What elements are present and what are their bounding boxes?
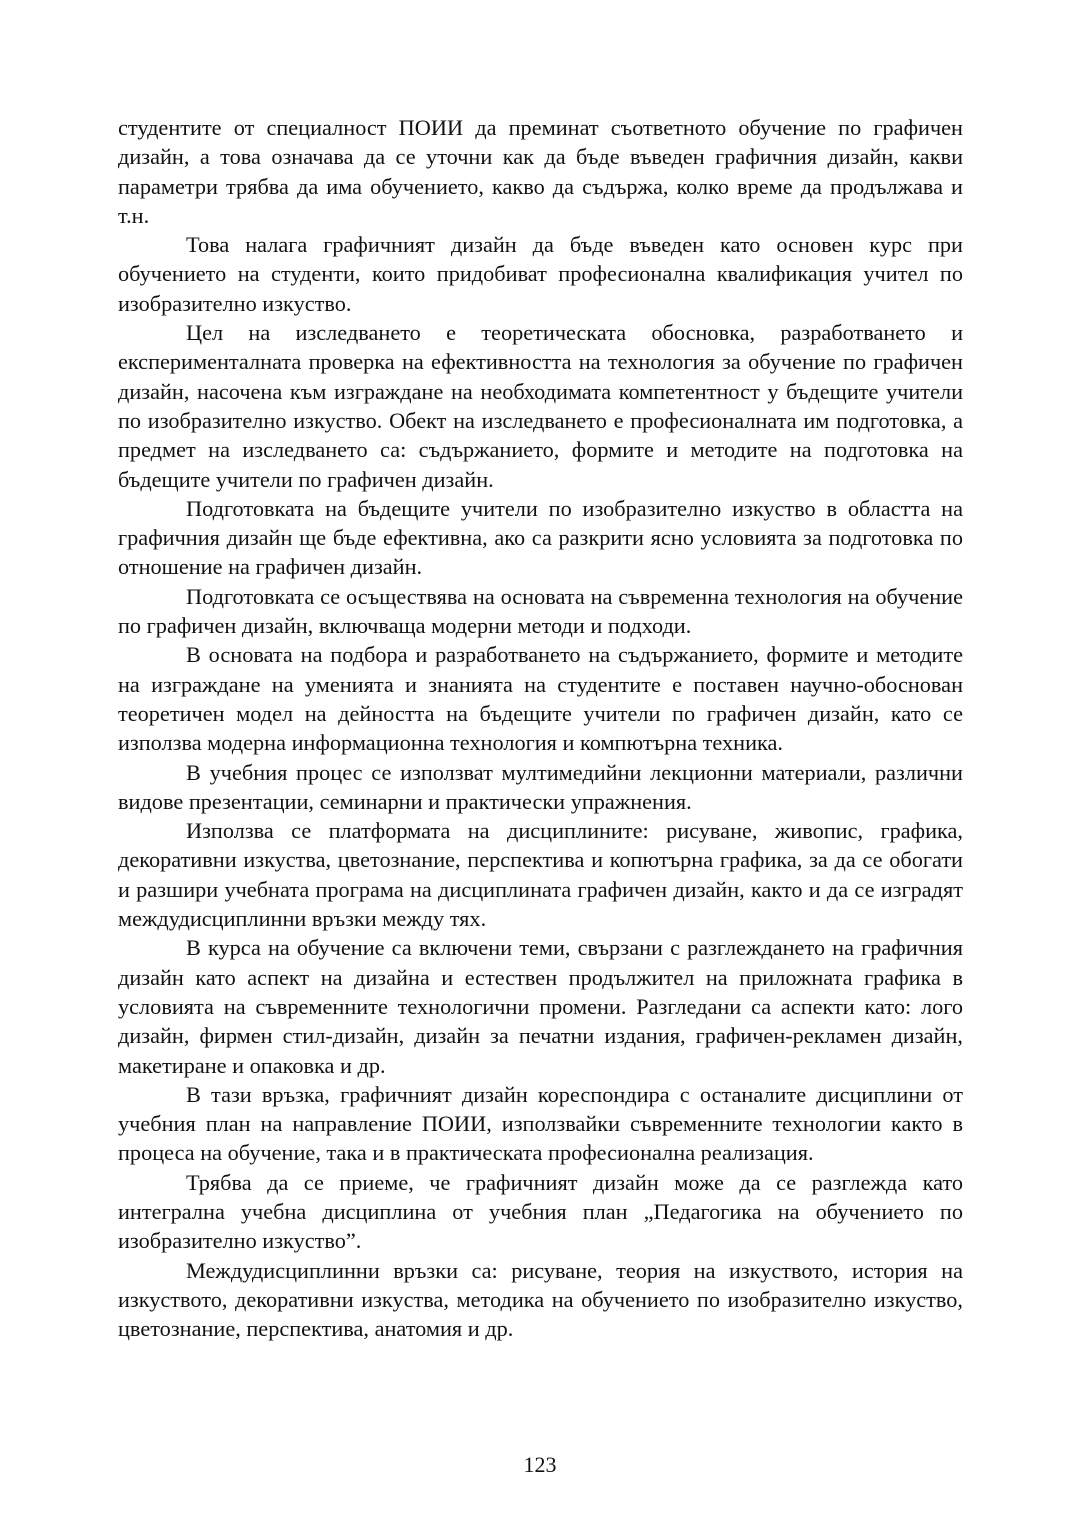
body-text <box>118 113 963 1343</box>
paragraph-9: В курса на обучение са включени теми, свързани с разглеждането на графичния дизайн като аспект на дизайна и естествен продължител на приложната графика в условията на съвременните технологични промени. Разгледани са аспекти като: лого дизайн, фирмен стил-дизайн, дизайн за печатни издания, графичен-рекламен дизайн, макетиране и опаковка и др. <box>118 935 963 1078</box>
paragraph-10: В тази връзка, графичният дизайн кореспондира с останалите дисциплини от учебния план на направление ПОИИ, използвайки съвременните технологии както в процеса на обучение, така и в практическата професионална реализация. <box>118 1081 963 1166</box>
paragraph-11: Трябва да се приеме, че графичният дизайн може да се разглежда като интегрална учебна дисциплина от учебния план „Педагогика на обучението по изобразително изкуство”. <box>118 1169 963 1254</box>
paragraph-2: Това налага графичният дизайн да бъде въведен като основен курс при обучението на студенти, които придобиват професионална квалификация учител по изобразително изкуство. <box>118 232 963 316</box>
paragraph-3: Цел на изследването е теоретическата обосновка, разработването и експерименталната проверка на ефективността на технология за обучение по графичен дизайн, насочена към изграждане на необходимата компетентност у бъдещите учители по изобразително изкуство. Обект на изследването е професионалната им подготовка, а предмет на изследването са: съдържанието, формите и методите на подготовка на бъдещите учители по графичен дизайн. <box>118 320 963 492</box>
paragraph-5: Подготовката се осъществява на основата на съвременна технология на обучение по графичен дизайн, включваща модерни методи и подходи. <box>118 583 963 639</box>
page-number: 123 <box>523 1452 557 1477</box>
paragraph-8: Използва се платформата на дисциплините: рисуване, живопис, графика, декоративни изкуства, цветознание, перспектива и копютърна графика, за да се обогати и разшири учебната програма на дисциплината графичен дизайн, както и да се изградят междудисциплинни връзки между тях. <box>118 818 963 932</box>
paragraph-6: В основата на подбора и разработването на съдържанието, формите и методите на изграждане на уменията и знанията на студентите е поставен научно-обоснован теоретичен модел на дейността на бъдещите учители по графичен дизайн, като се използва модерна информационна технология и компютърна техника. <box>118 642 963 756</box>
paragraph-4: Подготовката на бъдещите учители по изобразително изкуство в областта на графичния дизайн ще бъде ефективна, ако са разкрити ясно условията за подготовка по отношение на графичен дизайн. <box>118 495 963 580</box>
paragraph-12: Междудисциплинни връзки са: рисуване, теория на изкуството, история на изкуството, декоративни изкуства, методика на обучението по изобразително изкуство, цветознание, перспектива, анатомия и др. <box>118 1257 963 1342</box>
paragraph-7: В учебния процес се използват мултимедийни лекционни материали, различни видове презентации, семинарни и практически упражнения. <box>118 759 963 814</box>
paragraph-1: студентите от специалност ПОИИ да преминат съответното обучение по графичен дизайн, а това означава да се уточни как да бъде въведен графичния дизайн, какви параметри трябва да има обучението, какво да съдържа, колко време да продължава и т.н. <box>118 115 963 228</box>
